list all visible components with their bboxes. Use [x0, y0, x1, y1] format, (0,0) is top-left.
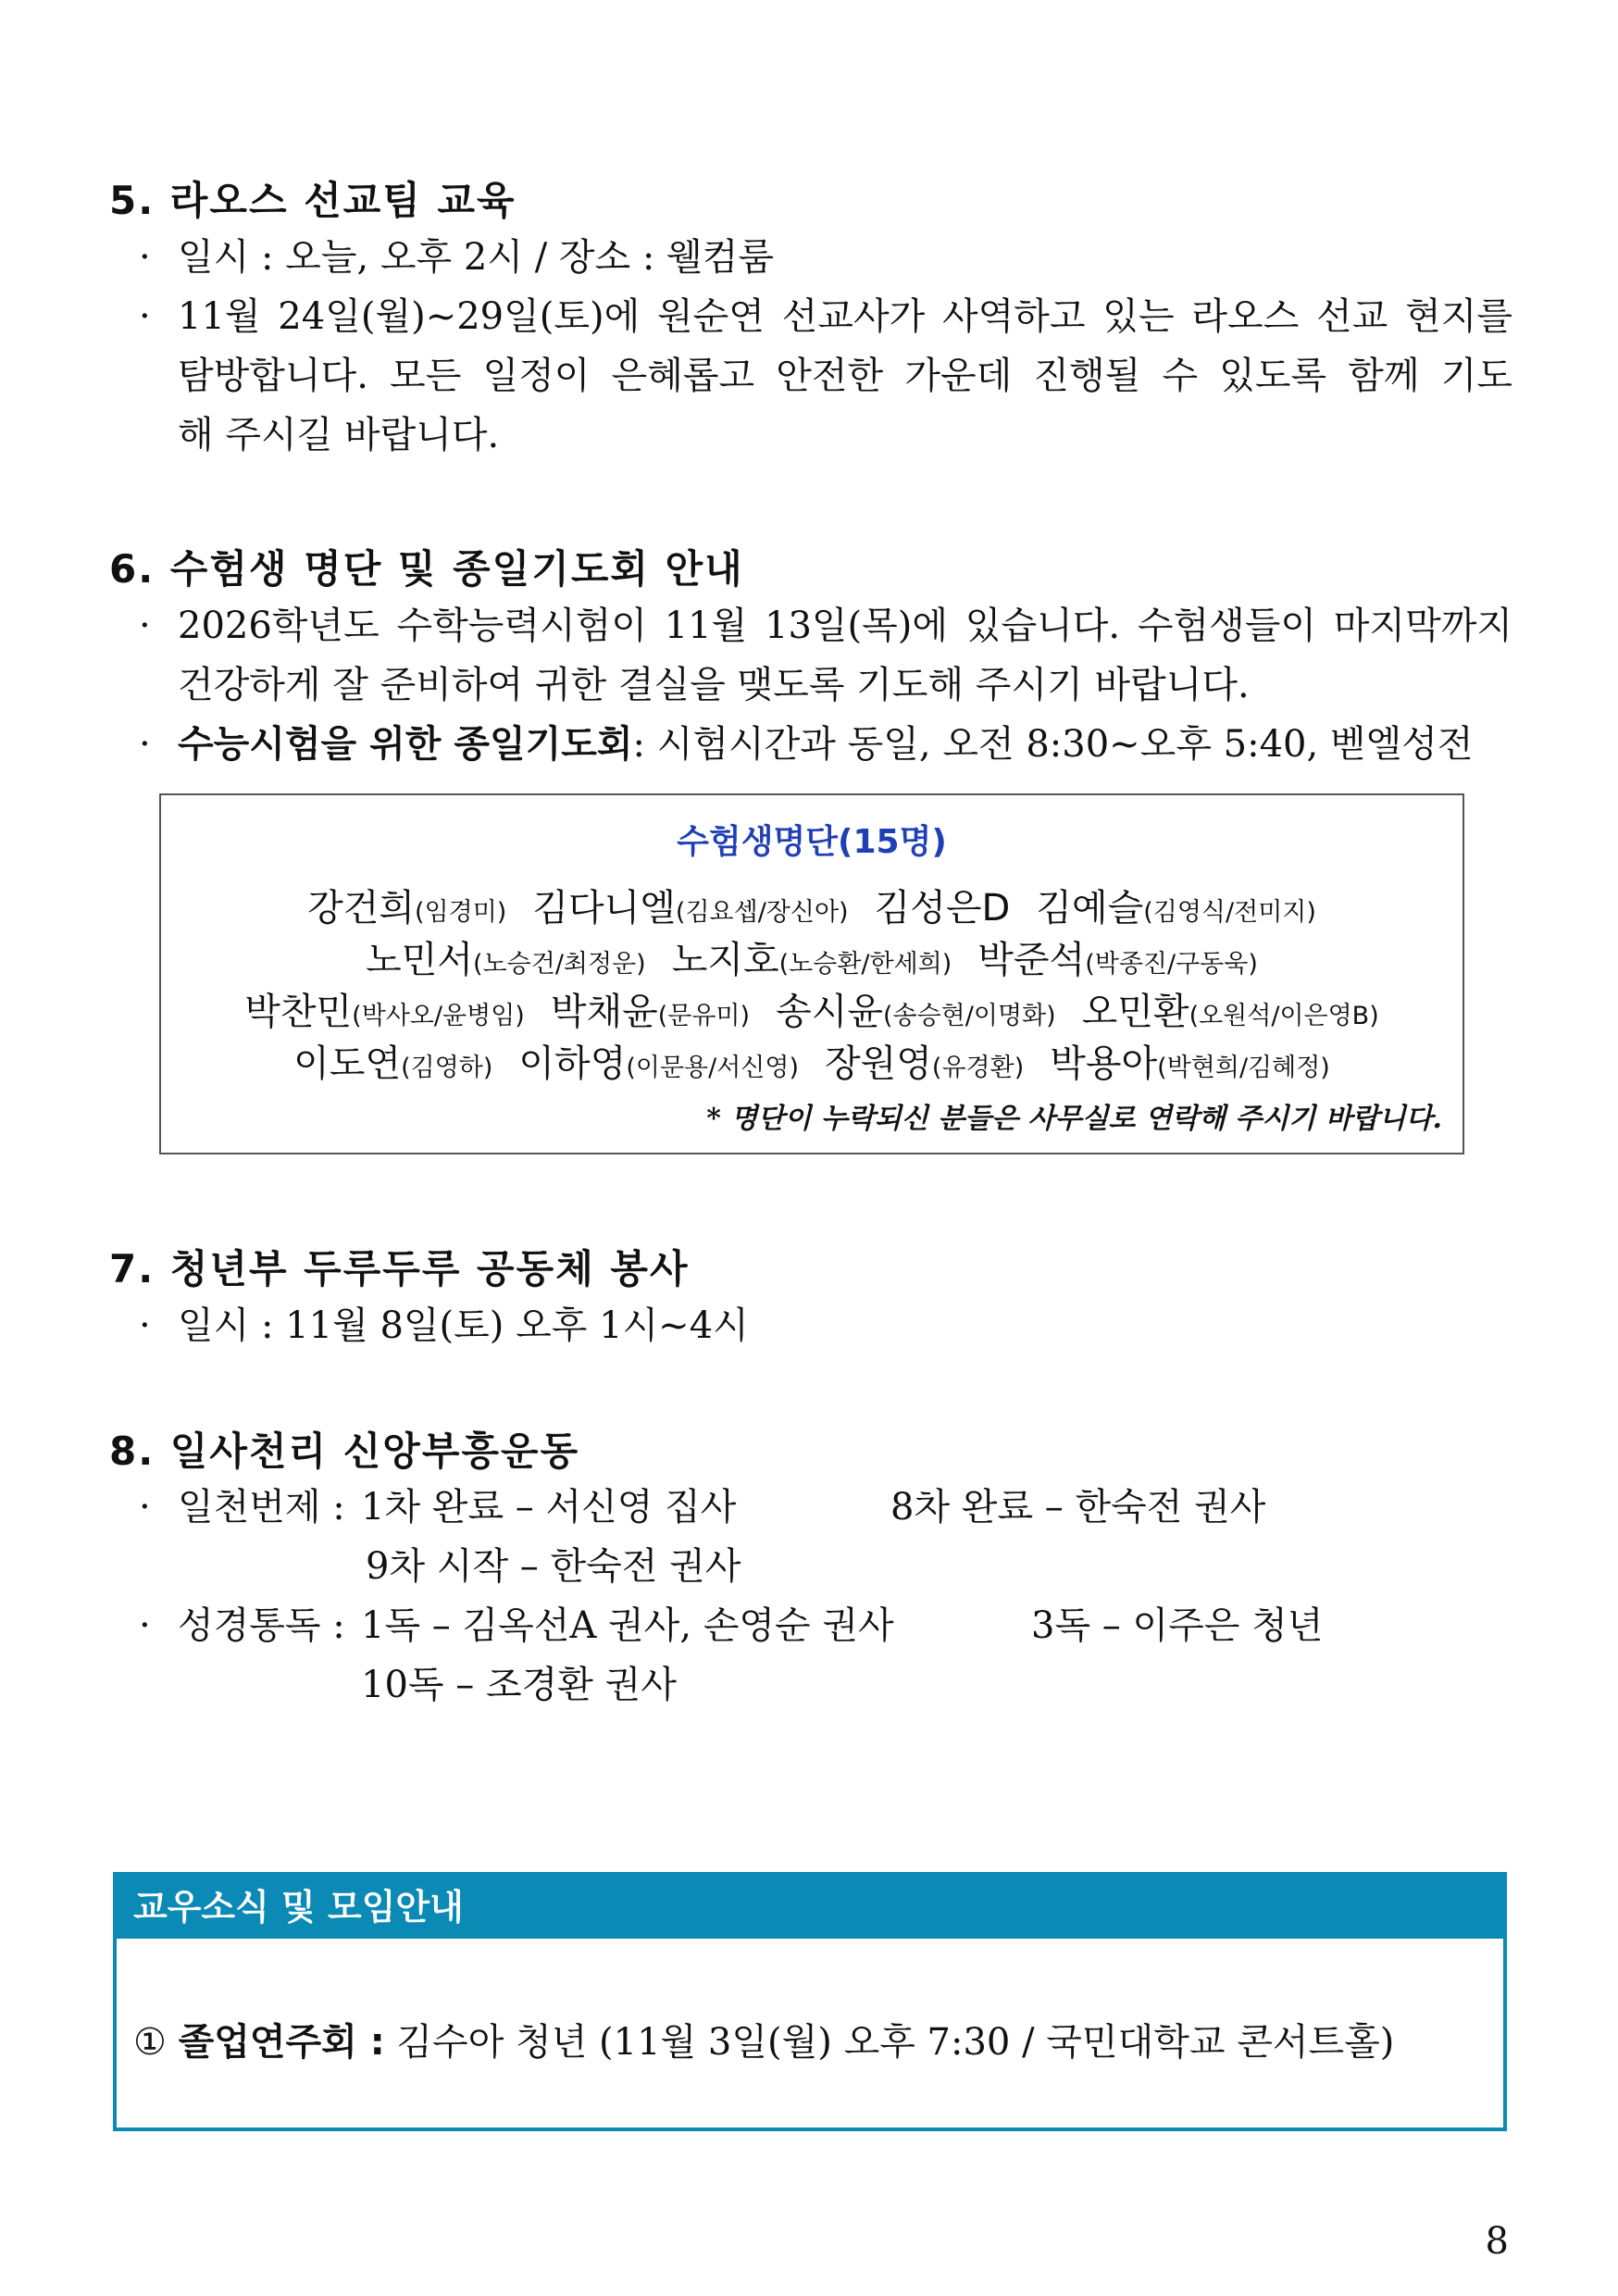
- student-parents: (이문용/서신영): [626, 1054, 799, 1082]
- roster-row: [161, 879, 1462, 931]
- student-entry: [977, 930, 1258, 983]
- section-7-title: 7. 청년부 두루두루 공동체 봉사: [109, 1246, 690, 1292]
- student-entry: [672, 930, 952, 983]
- student-parents: (임경미): [415, 898, 507, 927]
- news-item-text: 김수아 청년 (11월 3일(월) 오후 7:30 / 국민대학교 콘서트홀): [396, 2021, 1395, 2064]
- student-name: 박채윤: [550, 991, 658, 1033]
- student-name: 송시윤: [776, 991, 883, 1033]
- student-entry: [307, 879, 506, 931]
- bible-reading-item-3: 10독 – 조경환 권사: [361, 1664, 677, 1706]
- student-parents: (김영하): [401, 1054, 493, 1082]
- sec5-bullet-2: [139, 295, 1512, 338]
- bullet-dot: ·: [139, 605, 151, 647]
- roster-row: [161, 930, 1462, 983]
- student-entry: [875, 879, 1011, 931]
- news-item: [133, 2013, 1394, 2065]
- sec6-bullet-2: [139, 723, 1474, 766]
- offering-item-2: 8차 완료 – 한숙전 권사: [890, 1486, 1266, 1529]
- student-name: 노지호: [671, 939, 779, 981]
- student-name: 김다니엘: [532, 887, 676, 930]
- sec6-bullet-1: [139, 605, 1512, 647]
- sec5-bullet-1: [139, 236, 774, 279]
- student-name: 박준석: [977, 939, 1086, 981]
- student-entry: [1050, 1034, 1330, 1087]
- page-number: 8: [1485, 2220, 1509, 2263]
- sec5-b1-text: 일시 : 오늘, 오후 2시 / 장소 : 웰컴룸: [178, 236, 774, 279]
- student-entry: [1082, 982, 1379, 1035]
- student-parents: (김요셉/장신아): [675, 898, 849, 927]
- student-entry: [518, 1034, 799, 1087]
- roster-note: * 명단이 누락되신 분들은 사무실로 연락해 주시기 바랍니다.: [706, 1103, 1442, 1135]
- student-parents: (노승건/최정운): [473, 950, 646, 979]
- bullet-dot: ·: [139, 1304, 151, 1347]
- sec6-b1-line1: 2026학년도 수학능력시험이 11월 13일(목)에 있습니다. 수험생들이 마지막까지: [178, 605, 1512, 647]
- sec8-bullet-2: [139, 1604, 345, 1647]
- section-6-title: 6. 수험생 명단 및 종일기도회 안내: [109, 546, 744, 592]
- student-name: 강건희: [307, 887, 416, 930]
- news-header: 교우소식 및 모임안내: [117, 1876, 1503, 1939]
- student-entry: [1036, 879, 1316, 931]
- student-entry: [293, 1034, 492, 1087]
- sec6-b1-line2: 건강하게 잘 준비하여 귀한 결실을 맺도록 기도해 주시기 바랍니다.: [178, 664, 1250, 706]
- news-item-label: 졸업연주회 :: [178, 2021, 385, 2064]
- student-entry: [366, 930, 646, 983]
- bible-reading-item-2: 3독 – 이주은 청년: [1031, 1604, 1324, 1647]
- student-parents: (유경환): [931, 1054, 1025, 1082]
- sec7-bullet-1: [139, 1304, 749, 1347]
- student-name: 김성은D: [874, 887, 1011, 930]
- student-name: 김예슬: [1036, 887, 1144, 930]
- prayer-meeting-label: 수능시험을 위한 종일기도회: [178, 723, 633, 766]
- student-parents: (박종진/구동욱): [1085, 950, 1258, 979]
- student-name: 이하영: [518, 1042, 627, 1085]
- bible-reading-item-1: 1독 – 김옥선A 권사, 손영순 권사: [361, 1604, 894, 1647]
- student-name: 노민서: [366, 939, 474, 981]
- student-name: 박용아: [1050, 1042, 1158, 1085]
- student-entry: [532, 879, 848, 931]
- student-name: 장원영: [825, 1042, 932, 1085]
- circled-number: ①: [133, 2021, 167, 2064]
- bullet-dot: ·: [139, 723, 151, 766]
- roster-row: [161, 1034, 1462, 1087]
- student-entry: [776, 982, 1056, 1035]
- news-box: [113, 1872, 1507, 2131]
- sec5-b2-line2: 탐방합니다. 모든 일정이 은혜롭고 안전한 가운데 진행될 수 있도록 함께 기도: [178, 355, 1512, 397]
- student-entry: [551, 982, 750, 1035]
- bible-reading-label: 성경통독 :: [178, 1604, 345, 1647]
- student-parents: (노승환/한세희): [778, 950, 952, 979]
- exam-students-roster-box: [159, 793, 1464, 1154]
- section-8-title: 8. 일사천리 신앙부흥운동: [109, 1429, 580, 1474]
- student-parents: (송승현/이명화): [882, 1002, 1056, 1030]
- sec7-b1-text: 일시 : 11월 8일(토) 오후 1시~4시: [178, 1304, 749, 1347]
- bullet-dot: ·: [139, 1604, 151, 1647]
- offering-item-1: 1차 완료 – 서신영 집사: [361, 1486, 737, 1529]
- sec5-b2-line1: 11월 24일(월)~29일(토)에 원순연 선교사가 사역하고 있는 라오스 선교 현지를: [178, 295, 1512, 338]
- student-name: 이도연: [293, 1042, 402, 1085]
- student-parents: (김영식/전미지): [1143, 898, 1316, 927]
- student-parents: (박현희/김혜정): [1157, 1054, 1330, 1082]
- sec8-bullet-1: [139, 1486, 345, 1529]
- student-entry: [244, 982, 525, 1035]
- sec5-b2-line3: 해 주시길 바랍니다.: [178, 414, 500, 456]
- bullet-dot: ·: [139, 1486, 151, 1529]
- student-entry: [825, 1034, 1024, 1087]
- roster-row: [161, 982, 1462, 1035]
- student-name: 오민환: [1081, 991, 1189, 1033]
- student-parents: (박사오/윤병임): [352, 1002, 525, 1030]
- offering-label: 일천번제 :: [178, 1486, 345, 1529]
- student-parents: (문유미): [657, 1002, 751, 1030]
- offering-item-3: 9차 시작 – 한숙전 권사: [366, 1545, 741, 1588]
- roster-title: 수험생명단(15명): [677, 823, 947, 861]
- bullet-dot: ·: [139, 236, 151, 279]
- prayer-meeting-details: : 시험시간과 동일, 오전 8:30~오후 5:40, 벧엘성전: [632, 723, 1474, 766]
- bullet-dot: ·: [139, 295, 151, 338]
- student-parents: (오원석/이은영B): [1189, 1002, 1379, 1030]
- student-name: 박찬민: [244, 991, 353, 1033]
- section-5-title: 5. 라오스 선교팀 교육: [109, 178, 517, 223]
